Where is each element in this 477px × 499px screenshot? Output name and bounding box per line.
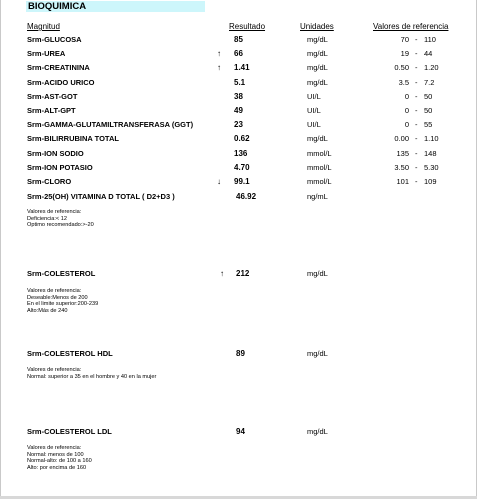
test-value: 49 [234,106,243,115]
test-value: 212 [236,269,250,278]
test-value: 4.70 [234,162,250,172]
note-line: Normal-alto: de 100 a 160 [27,458,92,464]
reference-high: 5.30 [424,162,439,172]
note-line: Deseable:Menos de 200 [27,294,88,301]
test-value: 94 [236,427,245,436]
test-value: 0.62 [234,134,250,144]
reference-separator: - [415,35,418,44]
test-unit: UI/L [307,120,321,130]
reference-high: 110 [424,35,436,44]
note-line: Valores de referencia: [27,445,82,451]
reference-low: 3.5 [398,77,409,87]
test-value: 136 [234,148,248,158]
reference-separator: - [415,106,418,115]
test-unit: mmol/L [307,162,332,172]
reference-low: 0 [404,120,409,130]
header-reference: Valores de referencia [373,22,449,31]
reference-separator: - [415,120,418,130]
header-units: Unidades [300,22,334,31]
section-title: BIOQUIMICA [26,1,205,12]
test-name: Srm-ACIDO URICO [27,77,95,87]
test-name: Srm-CREATININA [27,63,90,73]
result-row [0,34,477,46]
test-unit: mmol/L [307,177,332,186]
result-row-ldl [0,426,477,438]
note-line: Alto:Más de 240 [27,307,68,314]
note-line: Optimo recomendado:>-20 [27,222,94,228]
result-row [0,62,477,74]
note-line: Normal: superior a 35 en el hombre y 40 en la mujer [27,373,157,380]
reference-separator: - [415,162,418,172]
hdl-reference-note [27,367,156,380]
reference-separator: - [415,49,418,59]
reference-low: 0 [404,106,409,115]
reference-separator: - [415,148,418,158]
reference-high: 1.10 [424,134,439,144]
test-unit: mg/dL [307,349,328,358]
reference-high: 55 [424,120,433,130]
test-unit: ng/mL [307,192,328,201]
test-name: Srm-COLESTEROL LDL [27,427,112,436]
reference-low: 70 [400,35,409,44]
test-name: Srm-ION POTASIO [27,162,93,172]
reference-low: 135 [396,148,409,158]
test-unit: mg/dL [307,63,328,73]
test-unit: mg/dL [307,77,328,87]
test-value: 46.92 [236,192,257,201]
reference-high: 50 [424,106,433,115]
arrow-down-icon: ↓ [217,177,221,186]
test-unit: mg/dL [307,35,328,44]
note-line: Normal: menos de 100 [27,451,84,458]
test-unit: mg/dL [307,269,328,278]
result-row [0,48,477,60]
result-row [0,105,477,117]
test-value: 85 [234,35,243,44]
test-value: 38 [234,91,243,101]
reference-low: 19 [400,49,409,59]
ldl-reference-note [27,445,92,471]
vitd-reference-note [27,209,94,229]
test-name: Srm-GAMMA-GLUTAMILTRANSFERASA (GGT) [27,120,194,130]
test-unit: mg/dL [307,49,328,59]
reference-separator: - [415,91,418,101]
reference-high: 44 [424,49,433,59]
arrow-up-icon: ↑ [217,49,221,59]
test-name: Srm-ION SODIO [27,148,84,158]
test-value: 1.41 [234,63,250,73]
reference-separator: - [415,77,418,87]
reference-separator: - [415,63,418,73]
test-value: 66 [234,49,243,59]
reference-separator: - [415,177,418,186]
reference-separator: - [415,134,418,144]
header-magnitude: Magnitud [27,22,60,31]
arrow-up-icon: ↑ [217,63,221,73]
test-unit: mg/dL [307,134,328,144]
test-name: Srm-ALT-GPT [27,106,76,115]
result-row-colesterol [0,268,477,280]
test-name: Srm-CLORO [27,177,72,186]
test-name: Srm-COLESTEROL [27,269,96,278]
reference-high: 1.20 [424,63,439,73]
reference-low: 0.50 [394,63,409,73]
test-unit: mmol/L [307,148,332,158]
reference-high: 148 [424,148,437,158]
test-value: 89 [236,349,245,358]
result-row [0,176,477,188]
test-name: Srm-UREA [27,49,66,59]
note-line: Deficiencia:< 12 [27,215,67,222]
arrow-up-icon: ↑ [220,269,224,278]
result-row [0,119,477,131]
test-name: Srm-BILIRRUBINA TOTAL [27,134,119,144]
note-line: En el limite superior:200-239 [27,301,99,307]
test-unit: mg/dL [307,427,328,436]
reference-low: 0.00 [394,134,409,144]
test-value: 5.1 [234,77,246,87]
reference-low: 3.50 [394,162,409,172]
test-unit: UI/L [307,106,321,115]
result-row [0,91,477,103]
header-result: Resultado [229,22,266,31]
reference-high: 7.2 [424,77,435,87]
test-name: Srm-COLESTEROL HDL [27,349,113,358]
colesterol-reference-note [27,288,98,314]
test-name: Srm-25(OH) VITAMINA D TOTAL ( D2+D3 ) [27,192,175,201]
result-row [0,162,477,174]
test-value: 23 [234,120,243,130]
result-row-hdl [0,348,477,360]
reference-low: 0 [404,91,409,101]
result-row [0,77,477,89]
test-name: Srm-AST-GOT [27,91,78,101]
note-line: Valores de referencia: [27,209,82,215]
reference-low: 101 [396,177,409,186]
note-line: Valores de referencia: [27,288,82,294]
result-row [0,133,477,145]
test-unit: UI/L [307,91,321,101]
note-line: Valores de referencia: [27,367,82,373]
test-name: Srm-GLUCOSA [27,35,82,44]
result-row [0,148,477,160]
note-line: Alto: por encima de 160 [27,464,87,471]
reference-high: 109 [424,177,437,186]
test-value: 99.1 [234,177,250,186]
reference-high: 50 [424,91,433,101]
result-row-vitamin-d [0,191,477,203]
